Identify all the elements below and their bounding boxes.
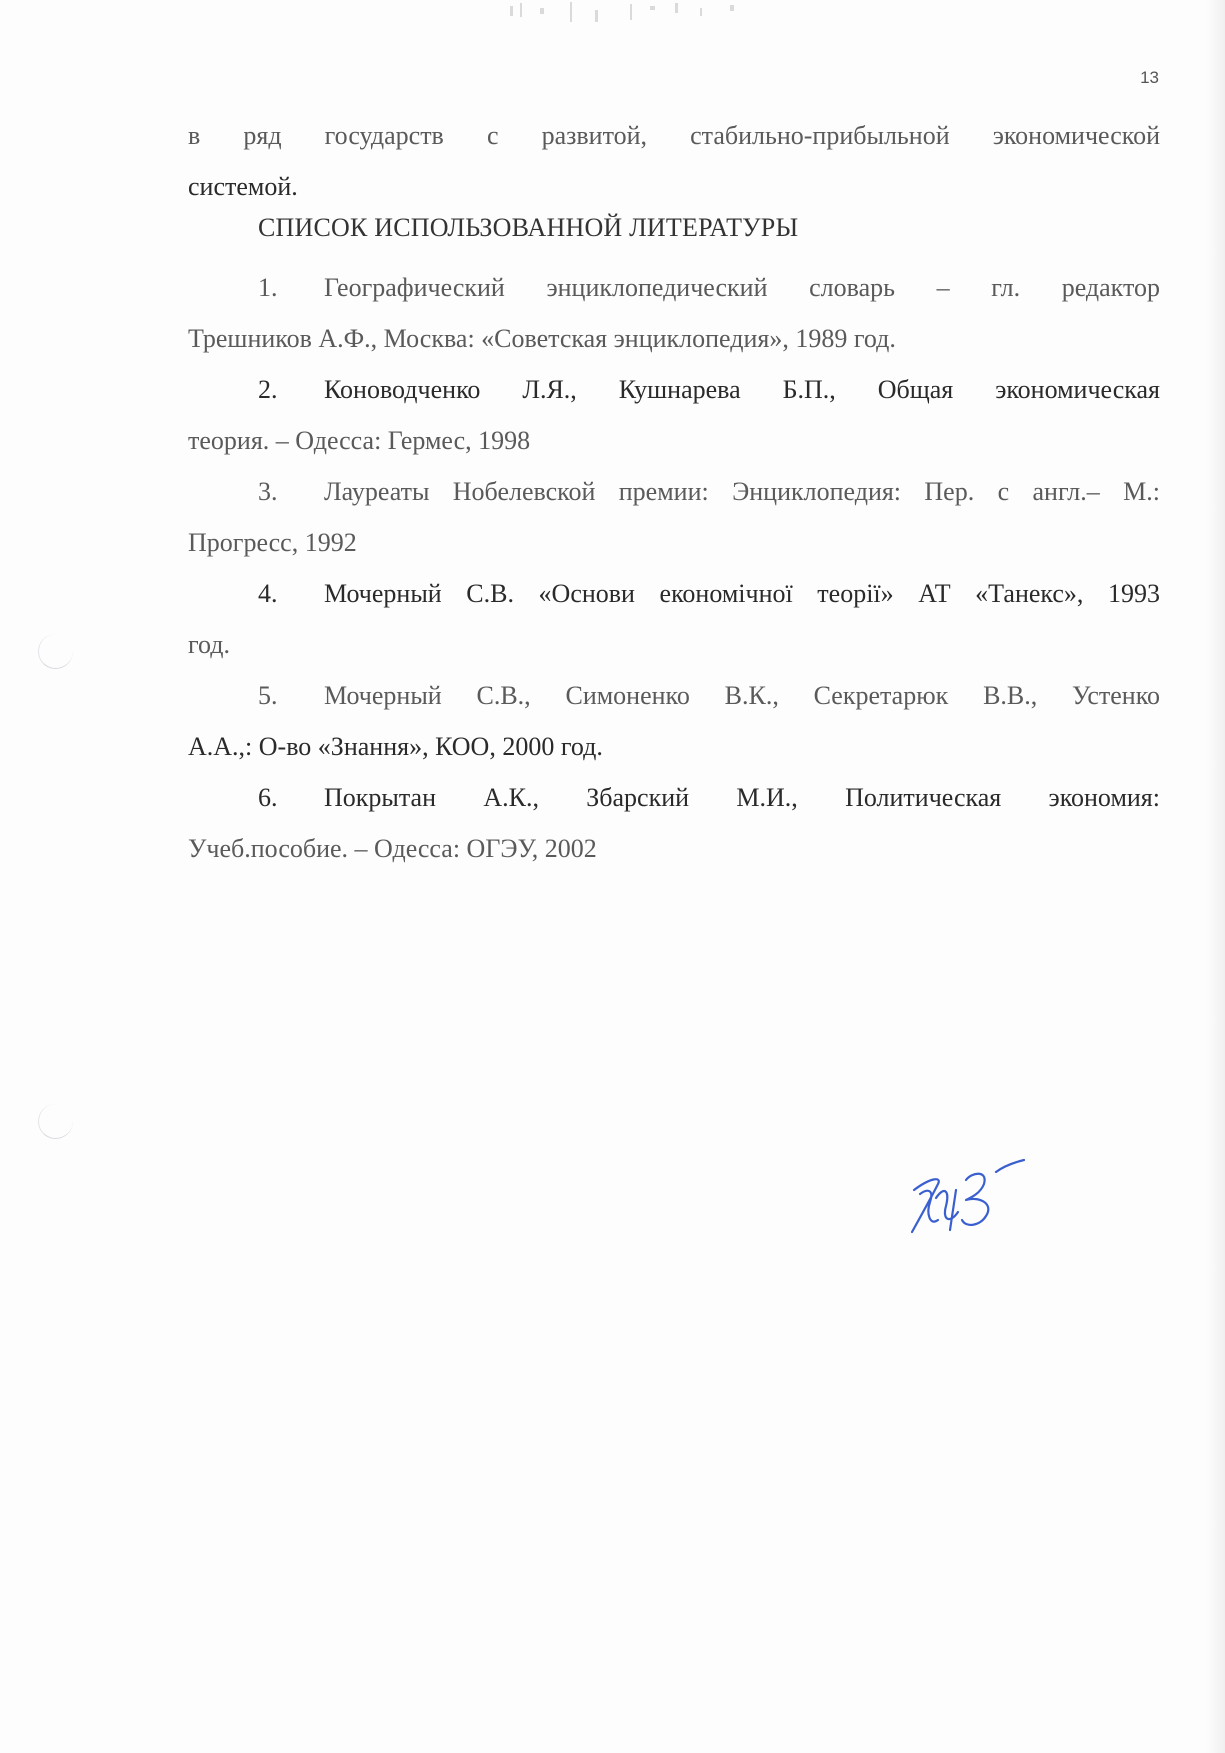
- reference-continuation: Трешников А.Ф., Москва: «Советская энциклопедия», 1989 год.: [188, 324, 896, 353]
- reference-number: 4.: [258, 579, 278, 608]
- signature-stroke: [962, 1174, 988, 1225]
- reference-text: Географический энциклопедический словарь – гл. редактор: [324, 273, 1160, 302]
- reference-line: [188, 262, 1160, 313]
- signature-stroke: [920, 1191, 938, 1222]
- section-heading: СПИСОК ИСПОЛЬЗОВАННОЙ ЛИТЕРАТУРЫ: [258, 213, 799, 242]
- reference-continuation: Учеб.пособие. – Одесса: ОГЭУ, 2002: [188, 834, 597, 863]
- reference-continuation: теория. – Одесса: Гермес, 1998: [188, 426, 531, 455]
- reference-continuation: Прогресс, 1992: [188, 528, 357, 557]
- reference-item: [188, 670, 1160, 772]
- signature-stroke: [950, 1190, 956, 1230]
- signature-strokes: [912, 1160, 1024, 1232]
- signature-stroke: [912, 1179, 939, 1232]
- reference-number: 3.: [258, 477, 278, 506]
- reference-number: 1.: [258, 273, 278, 302]
- reference-text: Коноводченко Л.Я., Кушнарева Б.П., Общая экономическая: [324, 375, 1160, 404]
- signature-stroke: [996, 1160, 1024, 1172]
- reference-number: 5.: [258, 681, 278, 710]
- scan-artifact: [500, 0, 760, 40]
- reference-continuation: год.: [188, 630, 230, 659]
- reference-item: [188, 772, 1160, 874]
- reference-line: [188, 568, 1160, 619]
- reference-item: [188, 568, 1160, 670]
- reference-line: [188, 772, 1160, 823]
- reference-line: [188, 466, 1160, 517]
- scan-edge-shadow: [1207, 0, 1225, 1753]
- reference-item: [188, 364, 1160, 466]
- reference-number: 2.: [258, 375, 278, 404]
- reference-text: Лауреаты Нобелевской премии: Энциклопедия: Пер. с англ.– М.:: [324, 477, 1160, 506]
- reference-line: [188, 670, 1160, 721]
- page-number: 13: [1140, 68, 1159, 87]
- handwritten-signature: [900, 1150, 1060, 1250]
- reference-text: Мочерный С.В. «Основи економічної теорії» АТ «Танекс», 1993: [324, 579, 1160, 608]
- intro-line-1: в ряд государств с развитой, стабильно-прибыльной экономической: [188, 121, 1160, 150]
- reference-continuation: А.А.,: О-во «Знання», КОО, 2000 год.: [188, 732, 603, 761]
- intro-line-2: системой.: [188, 172, 298, 201]
- reference-number: 6.: [258, 783, 278, 812]
- reference-item: [188, 466, 1160, 568]
- reference-list: [188, 262, 1160, 874]
- reference-line: [188, 364, 1160, 415]
- reference-item: [188, 262, 1160, 364]
- punch-hole-mark: [38, 1104, 73, 1139]
- intro-paragraph: [188, 110, 1160, 212]
- reference-text: Покрытан А.К., Збарский М.И., Политическая экономия:: [324, 783, 1160, 812]
- punch-hole-mark: [38, 634, 73, 669]
- reference-text: Мочерный С.В., Симоненко В.К., Секретарюк В.В., Устенко: [324, 681, 1160, 710]
